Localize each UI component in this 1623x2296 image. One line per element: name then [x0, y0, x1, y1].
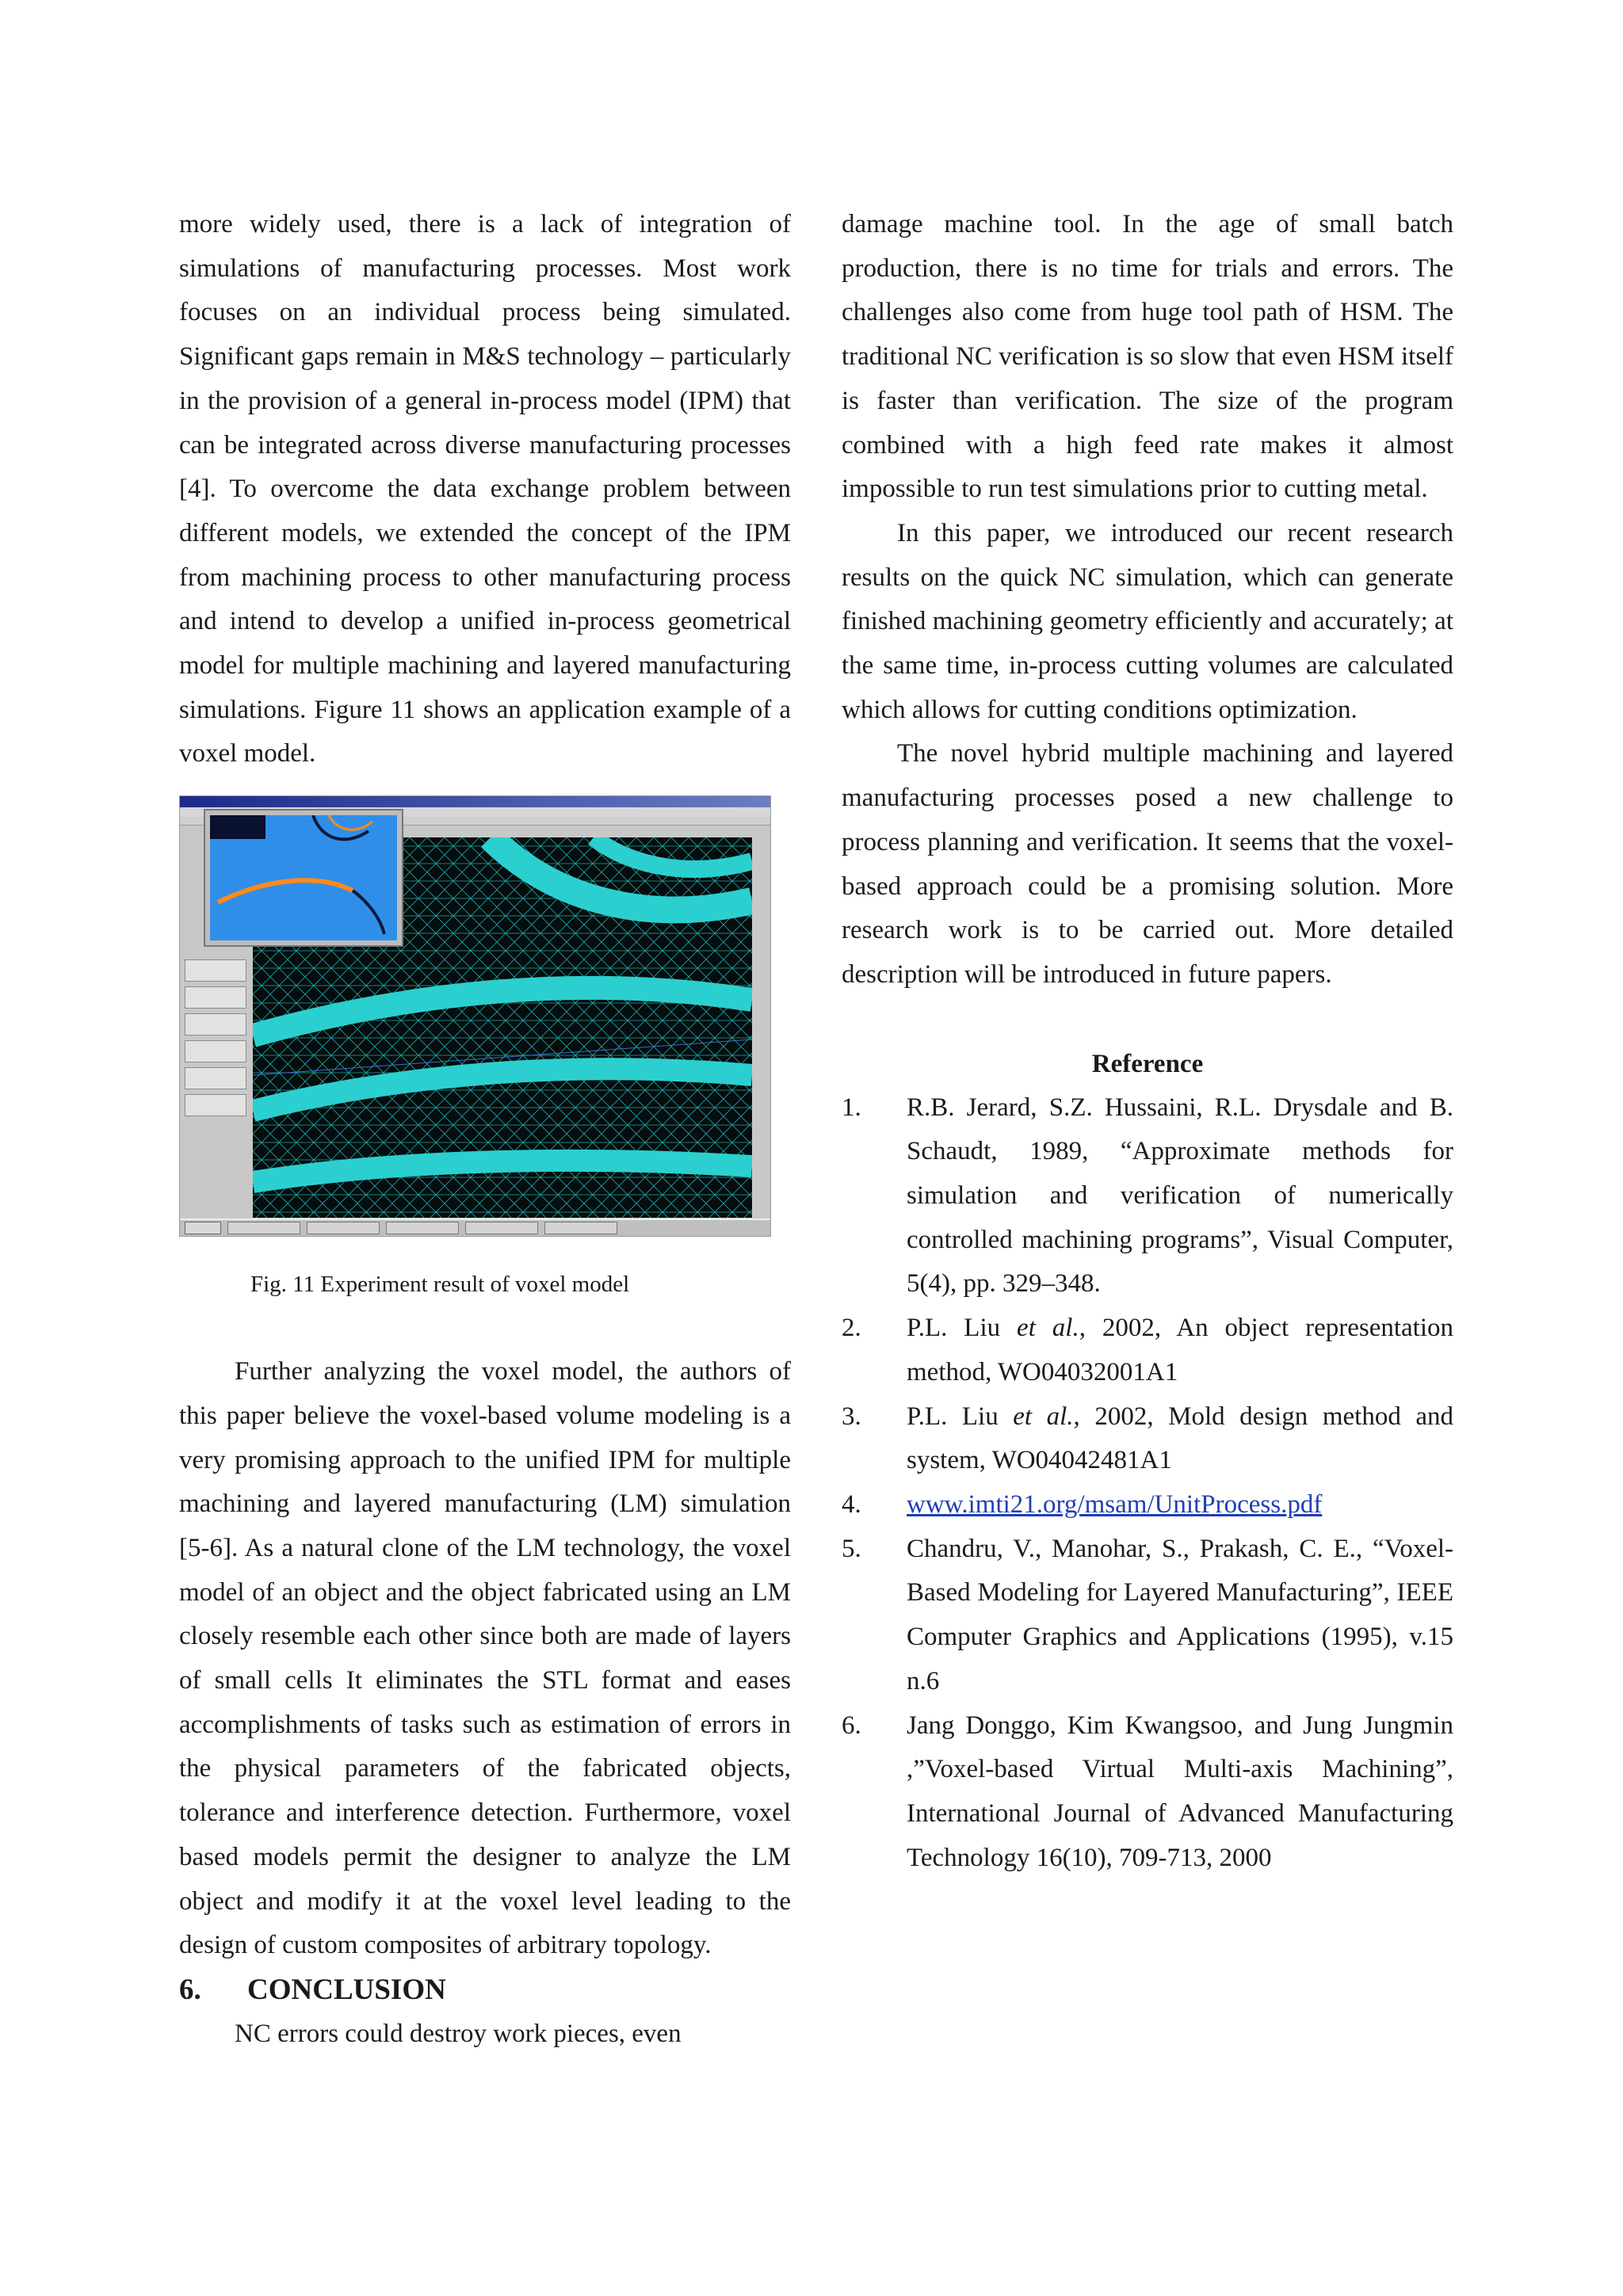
reference-link[interactable]: www.imti21.org/msam/UnitProcess.pdf — [907, 1489, 1323, 1519]
reference-item — [842, 1086, 1453, 1307]
reference-number: 5. — [842, 1534, 861, 1563]
reference-item — [842, 1704, 1453, 1881]
taskbar-start-button — [185, 1222, 221, 1234]
reference-details: , 2002, An object representation method, WO04032001A1 — [907, 1314, 1453, 1386]
side-panel-button — [185, 1067, 246, 1089]
figure-caption: Fig. 11 Experiment result of voxel model — [250, 1272, 630, 1298]
research-summary-paragraph: In this paper, we introduced our recent research results on the quick NC simulation, which can generate finished machining geometry efficiently and accurately; at the same time, in-process cutting volumes are calculated which allows for cutting conditions optimization. — [842, 518, 1453, 724]
reference-number: 4. — [842, 1489, 861, 1519]
side-panel-button — [185, 1094, 246, 1116]
section-heading — [179, 1968, 791, 2012]
side-panel-button — [185, 1040, 246, 1062]
section-number: 6. — [179, 1973, 201, 2006]
screenshot-title-bar — [180, 796, 770, 807]
reference-item — [842, 1527, 1453, 1704]
reference-text — [907, 1395, 1453, 1483]
taskbar-item — [544, 1222, 617, 1234]
reference-number: 6. — [842, 1711, 861, 1740]
taskbar-item — [465, 1222, 538, 1234]
reference-et-al: et al. — [1017, 1314, 1079, 1343]
screenshot-taskbar — [180, 1219, 770, 1236]
taskbar-item — [307, 1222, 380, 1234]
reference-number: 1. — [842, 1093, 861, 1122]
left-column — [179, 203, 791, 2057]
reference-authors: P.L. Liu — [907, 1402, 1014, 1431]
taskbar-item — [386, 1222, 459, 1234]
reference-heading: Reference — [1091, 1049, 1204, 1078]
reference-et-al: et al. — [1013, 1402, 1074, 1431]
figure-11 — [179, 795, 791, 1300]
side-panel-button — [185, 1013, 246, 1035]
reference-text — [907, 1306, 1453, 1394]
intro-paragraph: more widely used, there is a lack of integration of simulations of manufacturing processes. Most work focuses on an individual process being simulated. Significant gaps remain in M&S technology – particularly in the provision of a general in-process model (IPM) that can be integrated across diverse manufacturing processes [4]. To overcome the data exchange problem between different models, we extended the concept of the IPM from machining process to other manufacturing process and intend to develop a unified in-process geometrical model for multiple machining and layered manufacturing simulations. Figure 11 shows an application example of a voxel model. — [179, 210, 791, 769]
side-panel-button — [185, 986, 246, 1009]
side-panel-button — [185, 959, 246, 982]
reference-item — [842, 1306, 1453, 1394]
taskbar-item — [227, 1222, 300, 1234]
reference-authors: P.L. Liu — [907, 1314, 1018, 1343]
analysis-paragraph: Further analyzing the voxel model, the authors of this paper believe the voxel-based volume modeling is a very promising approach to the unified IPM for multiple machining and layered manufacturing (LM) simulation [5-6]. As a natural clone of the LM technology, the voxel model of an object and the object fabricated using an LM closely resemble each other since both are made of layers of small cells It eliminates the STL format and eases accomplishments of tasks such as estimation of errors in the physical parameters of the fabricated objects, tolerance and interference detection. Furthermore, voxel based models permit the designer to analyze the LM object and modify it at the voxel level leading to the design of custom composites of arbitrary topology. — [179, 1357, 791, 1960]
reference-text — [907, 1483, 1453, 1527]
right-column — [842, 203, 1453, 1880]
future-work-paragraph: The novel hybrid multiple machining and layered manufacturing processes posed a new challenge to process planning and verification. It seems that the voxel-based approach could be a promising solution. More research work is to be carried out. More detailed description will be introduced in future papers. — [842, 739, 1453, 989]
screenshot-side-panel — [181, 955, 250, 1208]
conclusion-paragraph: NC errors could destroy work pieces, even — [235, 2019, 682, 2048]
reference-text: R.B. Jerard, S.Z. Hussaini, R.L. Drysdale and B. Schaudt, 1989, “Approximate methods for simulation and verification of numerically controlled machining programs”, Visual Computer, 5(4), pp. 329–348. — [907, 1093, 1453, 1299]
reference-text: Jang Donggo, Kim Kwangsoo, and Jung Jungmin ,”Voxel-based Virtual Multi-axis Machining”, International Journal of Advanced Manufacturing Technology 16(10), 709-713, 2000 — [907, 1711, 1453, 1872]
reference-item — [842, 1395, 1453, 1483]
reference-number: 3. — [842, 1402, 861, 1431]
reference-details: , 2002, Mold design method and system, WO04042481A1 — [907, 1402, 1453, 1475]
reference-item — [842, 1483, 1453, 1527]
voxel-model-screenshot — [179, 795, 771, 1237]
reference-text: Chandru, V., Manohar, S., Prakash, C. E., “Voxel-Based Modeling for Layered Manufacturing”, IEEE Computer Graphics and Applications (1995), v.15 n.6 — [907, 1534, 1453, 1695]
conclusion-continued-paragraph: damage machine tool. In the age of small batch production, there is no time for trials and errors. The challenges also come from huge tool path of HSM. The traditional NC verification is so slow that even HSM itself is faster than verification. The size of the program combined with a high feed rate makes it almost impossible to run test simulations prior to cutting metal. — [842, 210, 1453, 504]
section-title: CONCLUSION — [247, 1973, 446, 2006]
reference-number: 2. — [842, 1314, 861, 1343]
inset-surface-view — [204, 809, 403, 947]
